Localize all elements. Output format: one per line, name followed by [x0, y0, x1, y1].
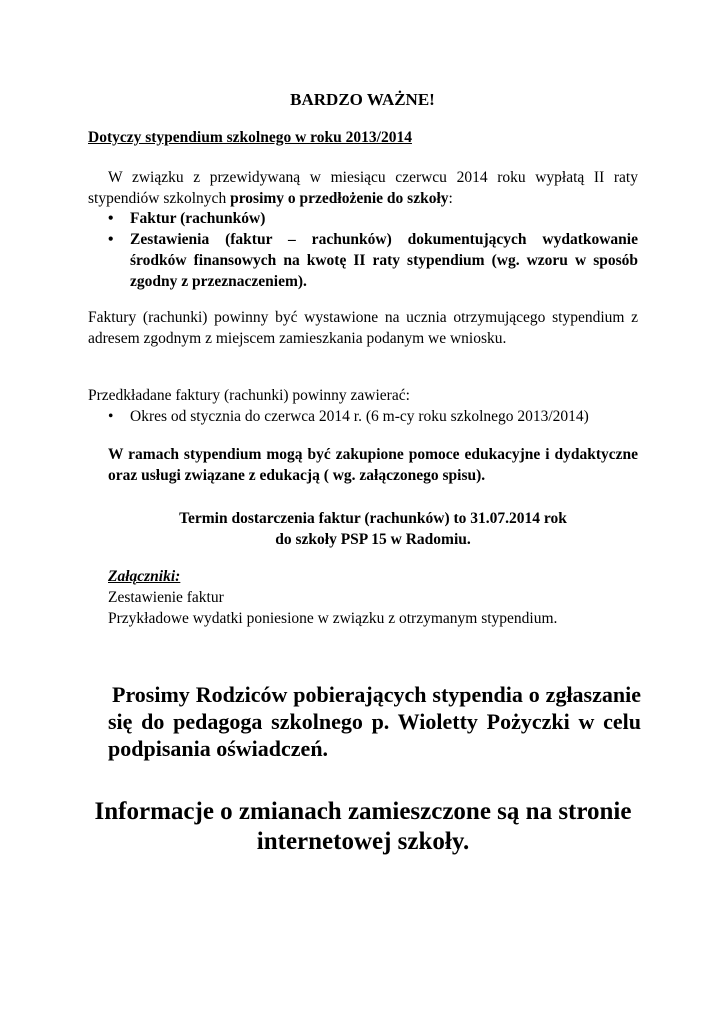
bullet-icon: •: [108, 231, 114, 248]
parents-request: [108, 681, 641, 762]
invoice-requirement-paragraph: Faktury (rachunki) powinny być wystawione na ucznia otrzymującego stypendium z adresem zgodnym z miejscem zamieszkania podanym we wniosku.: [88, 309, 638, 347]
list-item: [108, 406, 638, 427]
parents-request-text: Prosimy Rodziców pobierających stypendia o zgłaszanie się do pedagoga szkolnego p. Wioletty Pożyczki w celu podpisania oświadczeń.: [108, 682, 641, 761]
list-item-text: Okres od stycznia do czerwca 2014 r. (6 m-cy roku szkolnego 2013/2014): [130, 408, 589, 425]
list-item: [108, 229, 638, 292]
bullet-icon: •: [108, 408, 114, 425]
intro-paragraph: [88, 167, 638, 209]
document-subject: Dotyczy stypendium szkolnego w roku 2013/2014: [88, 129, 412, 146]
deadline-line-2: do szkoły PSP 15 w Radomiu.: [275, 531, 471, 548]
invoice-contents-list: [108, 406, 638, 427]
list-item: [108, 208, 638, 229]
intro-colon: :: [448, 190, 453, 207]
invoice-contents-intro: Przedkładane faktury (rachunki) powinny zawierać:: [88, 387, 410, 404]
intro-text: W związku z przewidywaną w miesiącu czerwcu 2014 roku wypłatą II raty stypendiów szkolnych: [88, 169, 638, 207]
attachment-item: Zestawienie faktur: [108, 589, 224, 606]
attachments-label: Załączniki:: [108, 568, 181, 585]
website-info: Informacje o zmianach zamieszczone są na stronie internetowej szkoły.: [94, 798, 632, 855]
intro-bold-text: prosimy o przedłożenie do szkoły: [230, 190, 449, 207]
attachment-item: Przykładowe wydatki poniesione w związku z otrzymanym stypendium.: [108, 610, 558, 627]
purchases-note: W ramach stypendium mogą być zakupione pomoce edukacyjne i dydaktyczne oraz usługi związane z edukacją ( wg. załączonego spisu).: [108, 446, 638, 484]
bullet-icon: •: [108, 210, 114, 227]
required-items-list: [108, 208, 638, 292]
document-title: BARDZO WAŻNE!: [290, 90, 435, 109]
list-item-text: Faktur (rachunków): [130, 210, 266, 227]
list-item-text: Zestawienia (faktur – rachunków) dokumentujących wydatkowanie środków finansowych na kwotę II raty stypendium (wg. wzoru w sposób zgodny z przeznaczeniem).: [130, 231, 638, 290]
deadline-line-1: Termin dostarczenia faktur (rachunków) to 31.07.2014 rok: [179, 510, 567, 527]
attachments-section: [108, 566, 638, 629]
